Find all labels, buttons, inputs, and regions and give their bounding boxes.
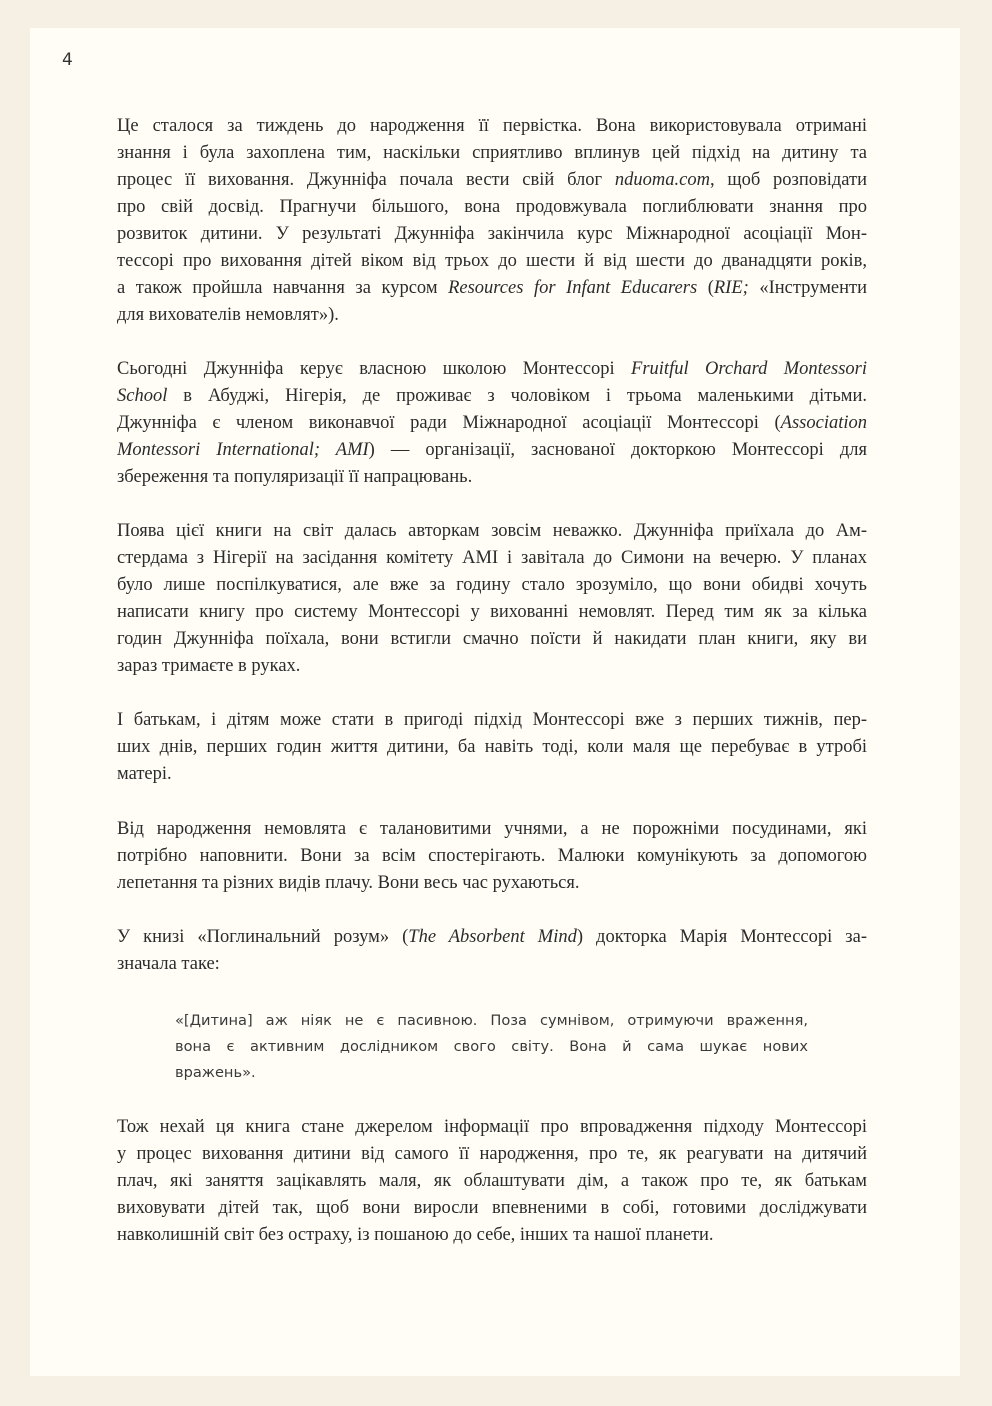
text-segment: Джунніфа є членом виконавчої ради Міжнародної асоціації Монтессорі ( — [117, 413, 781, 433]
paragraph — [117, 518, 867, 680]
text-segment: зараз тримаєте в руках. — [117, 656, 301, 676]
page-number: 4 — [62, 50, 73, 70]
paragraph — [117, 924, 867, 978]
italic-text: School — [117, 386, 168, 406]
text-segment: виховувати дітей так, щоб вони виросли впевненими в собі, готовими досліджувати — [117, 1198, 867, 1218]
text-line — [117, 951, 867, 978]
text-line — [117, 734, 867, 761]
italic-text: Resources for Infant Educarers — [448, 278, 698, 298]
text-segment: потрібно наповнити. Вони за всім спостерігають. Малюки комунікують за допомогою — [117, 846, 867, 866]
paragraph — [117, 356, 867, 491]
text-line — [117, 356, 867, 383]
text-segment: ( — [697, 278, 714, 298]
text-segment: Поява цієї книги на світ далась авторкам зовсім неважко. Джунніфа приїхала до Ам- — [117, 521, 867, 541]
text-line — [117, 464, 867, 491]
paragraph — [117, 707, 867, 788]
text-line — [117, 707, 867, 734]
text-segment: , щоб розповідати — [709, 170, 867, 190]
italic-text: Association — [780, 413, 867, 433]
text-segment: годин Джунніфа поїхала, вони встигли смачно поїсти й накидати план книги, яку ви — [117, 629, 867, 649]
text-segment: Сьогодні Джунніфа керує власною школою Монтессорі — [117, 359, 632, 379]
text-line — [117, 1195, 867, 1222]
text-segment: Від народження немовлята є талановитими учнями, а не порожніми посудинами, які — [117, 819, 867, 839]
text-segment: «Інструменти — [748, 278, 867, 298]
text-line — [117, 113, 867, 140]
text-segment: збереження та популяризації її напрацювань. — [117, 467, 473, 487]
text-segment: а також пройшла навчання за курсом — [117, 278, 449, 298]
text-segment: про свій досвід. Прагнучи більшого, вона продовжувала поглиблювати знання про — [117, 197, 867, 217]
text-segment: ) докторка Марія Монтессорі за- — [576, 927, 867, 947]
text-line — [117, 1141, 867, 1168]
italic-text: Montessori International; AMI — [117, 440, 369, 460]
text-segment: значала таке: — [117, 954, 220, 974]
text-segment: Це сталося за тиждень до народження її первістка. Вона використовувала отримані — [117, 116, 867, 136]
paragraph — [117, 113, 867, 329]
text-segment: ) — організації, заснованої докторкою Монтессорі для — [368, 440, 867, 460]
text-segment: І батькам, і дітям може стати в пригоді підхід Монтессорі вже з перших тижнів, пер- — [117, 710, 867, 730]
text-line — [117, 816, 867, 843]
text-line — [117, 410, 867, 437]
italic-text: nduoma.com — [614, 170, 710, 190]
text-line — [117, 275, 867, 302]
text-line — [117, 437, 867, 464]
closing-paragraph — [117, 1114, 867, 1249]
text-line — [117, 870, 867, 897]
quote-line: «[Дитина] аж ніяк не є пасивною. Поза сумнівом, отримуючи враження, — [175, 1012, 808, 1029]
text-line — [117, 599, 867, 626]
text-line — [117, 302, 867, 329]
text-segment: було лише поспілкуватися, але вже за годину стало зрозуміло, що вони обидві хочуть — [117, 575, 867, 595]
text-segment: навколишній світ без остраху, із пошаною до себе, інших та нашої планети. — [117, 1225, 714, 1245]
text-line — [117, 140, 867, 167]
text-line — [117, 518, 867, 545]
text-segment: Тож нехай ця книга стане джерелом інформації про впровадження підходу Монтессорі — [117, 1117, 867, 1137]
paragraph — [117, 816, 867, 897]
quote-line: вона є активним дослідником свого світу. Вона й сама шукає нових — [175, 1038, 808, 1055]
italic-text: RIE; — [713, 278, 749, 298]
quote-line: вражень». — [175, 1064, 256, 1081]
text-segment: у процес виховання дитини від самого її народження, про те, як реагувати на дитячий — [117, 1144, 867, 1164]
text-segment: матері. — [117, 764, 172, 784]
text-segment: лепетання та різних видів плачу. Вони весь час рухаються. — [117, 873, 580, 893]
italic-text: The Absorbent Mind — [408, 927, 577, 947]
text-line — [117, 653, 867, 680]
text-line — [117, 1168, 867, 1195]
text-line — [117, 924, 867, 951]
text-segment: розвиток дитини. У результаті Джунніфа закінчила курс Міжнародної асоціації Мон- — [117, 224, 867, 244]
text-line — [117, 572, 867, 599]
italic-text: Fruitful Orchard Montessori — [631, 359, 867, 379]
text-line — [117, 221, 867, 248]
text-segment: стердама з Нігерії на засідання комітету AMI і завітала до Симони на вечерю. У планах — [117, 548, 867, 568]
block-quote — [175, 1008, 808, 1086]
text-line — [117, 761, 867, 788]
text-segment: в Абуджі, Нігерія, де проживає з чоловіком і трьома маленькими дітьми. — [167, 386, 867, 406]
text-line — [117, 545, 867, 572]
text-line — [117, 194, 867, 221]
text-line — [117, 1222, 867, 1249]
book-page — [30, 28, 960, 1376]
text-line — [117, 1114, 867, 1141]
text-segment: знання і була захоплена тим, наскільки сприятливо вплинув цей підхід на дитину та — [117, 143, 867, 163]
text-line — [117, 383, 867, 410]
text-segment: процес її виховання. Джунніфа почала вести свій блог — [117, 170, 615, 190]
text-segment: написати книгу про систему Монтессорі у вихованні немовлят. Перед тим як за кілька — [117, 602, 867, 622]
text-segment: для вихователів немовлят»). — [117, 305, 339, 325]
text-line — [117, 167, 867, 194]
text-line — [117, 843, 867, 870]
text-segment: тессорі про виховання дітей віком від трьох до шести й від шести до дванадцяти років, — [117, 251, 867, 271]
text-segment: ших днів, перших годин життя дитини, ба навіть тоді, коли маля ще перебуває в утробі — [117, 737, 867, 757]
text-segment: У книзі «Поглинальний розум» ( — [117, 927, 409, 947]
text-line — [117, 248, 867, 275]
text-line — [117, 626, 867, 653]
text-segment: плач, які заняття зацікавлять маля, як облаштувати дім, а також про те, як батькам — [117, 1171, 867, 1191]
